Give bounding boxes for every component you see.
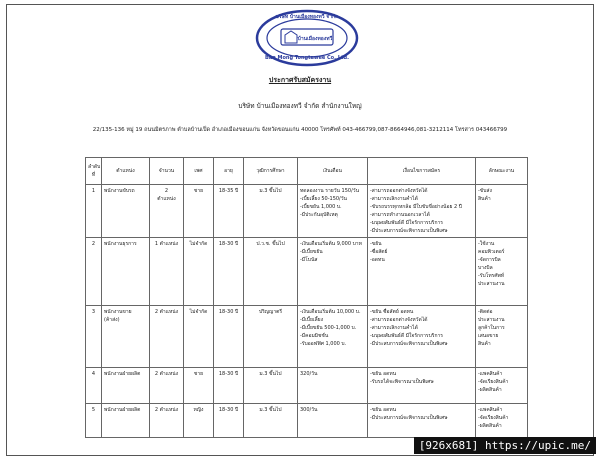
company-name: บริษัท บ้านเมืองทองทวี จำกัด สำนักงานใหญ่ [238, 102, 362, 110]
row-age: 18-30 ปี [214, 404, 244, 438]
header-no: ลำดับที่ [86, 158, 102, 185]
table-header-row [86, 158, 528, 185]
row-conditions-line: -สามารถออกต่างจังหวัดได้ [370, 317, 428, 323]
header-education: วุฒิการศึกษา [244, 158, 298, 185]
row-duties-line: เสนอขาย [478, 333, 499, 339]
row-count [150, 185, 184, 238]
row-count-line: ตำแหน่ง [157, 196, 176, 202]
svg-text:บริษัท บ้านเมืองทองทวี จำกัด: บริษัท บ้านเมืองทองทวี จำกัด [275, 14, 339, 20]
row-age: 18-30 ปี [214, 368, 244, 404]
row-age: 18-30 ปี [214, 238, 244, 306]
row-salary-line: -มีโบนัส [300, 257, 318, 263]
row-conditions-line: -ขยัน อดทน [370, 371, 397, 377]
row-duties-line: -จัดเรียงสินค้า [478, 379, 509, 385]
row-conditions-line: -มีประสบการณ์จะพิจารณาเป็นพิเศษ [370, 415, 448, 421]
row-salary-line: ทดลองงาน รายวัน 150/วัน [300, 188, 359, 194]
row-conditions-line: -สามารถออกต่างจังหวัดได้ [370, 188, 428, 194]
row-age: 18-35 ปี [214, 185, 244, 238]
row-count-line: 2 ตำแหน่ง [154, 309, 179, 315]
row-salary [298, 185, 368, 238]
row-education: ปริญญาตรี [244, 306, 298, 368]
image-watermark: [926x681] https://upic.me/ [414, 437, 596, 454]
row-duties-line: -ใช้งาน [478, 241, 495, 247]
row-salary-line: -มีเบี้ยขยัน 500-1,000 บ. [300, 325, 357, 331]
row-salary-line: -เบี้ยเลี้ยง 50-150/วัน [300, 196, 347, 202]
row-duties-line: ลูกค้าในการ [478, 325, 505, 331]
row-sex: ชาย [184, 368, 214, 404]
row-conditions-line: -ขยัน อดทน [370, 407, 397, 413]
row-duties [476, 404, 528, 438]
document-page [6, 4, 594, 456]
row-salary-line: 300/วัน [300, 407, 318, 413]
row-count [150, 238, 184, 306]
row-count-line: 1 ตำแหน่ง [154, 241, 179, 247]
header-salary: เงินเดือน [298, 158, 368, 185]
row-position [102, 404, 150, 438]
table-row [86, 306, 528, 368]
row-sex: ไม่จำกัด [184, 238, 214, 306]
row-salary-line: -มีคอมมิชชั่น [300, 333, 329, 339]
row-conditions [368, 238, 476, 306]
header-duties: ลักษณะงาน [476, 158, 528, 185]
row-conditions [368, 185, 476, 238]
table-row [86, 404, 528, 438]
row-sex: ชาย [184, 185, 214, 238]
row-duties-line: -แพคสินค้า [478, 407, 503, 413]
row-position [102, 306, 150, 368]
row-count-line: 2 ตำแหน่ง [154, 371, 179, 377]
row-duties [476, 185, 528, 238]
row-duties-line: สินค้า [478, 341, 491, 347]
row-conditions-line: -ขยัน ซื่อสัตย์ อดทน [370, 309, 414, 315]
row-count [150, 306, 184, 368]
row-salary-line: -เงินเดือนเริ่มต้น 9,000 บาท [300, 241, 362, 247]
row-duties-line: -รับโทรศัพท์ [478, 273, 505, 279]
row-education: ม.3 ขึ้นไป [244, 185, 298, 238]
row-duties-line: -ขับส่ง [478, 188, 492, 194]
row-education: ม.3 ขึ้นไป [244, 404, 298, 438]
row-no: 2 [86, 238, 102, 306]
row-salary [298, 368, 368, 404]
row-no: 4 [86, 368, 102, 404]
row-no: 5 [86, 404, 102, 438]
row-salary [298, 238, 368, 306]
row-conditions-line: -ซื่อสัตย์ [370, 249, 388, 255]
row-position [102, 368, 150, 404]
row-salary-line: -มีเบี้ยเลี้ยง [300, 317, 324, 323]
row-conditions-line: -สามารถเลิกงานค่ำได้ [370, 325, 418, 331]
row-salary-line: -มีเบี้ยขยัน [300, 249, 323, 255]
row-count [150, 368, 184, 404]
row-salary [298, 404, 368, 438]
row-duties-line: -จัดการบิล [478, 257, 501, 263]
row-no: 3 [86, 306, 102, 368]
header-age: อายุ [214, 158, 244, 185]
row-position-line: (ค้าส่ง) [104, 317, 120, 323]
row-salary [298, 306, 368, 368]
table-row [86, 238, 528, 306]
row-salary-line: -เบี้ยขยัน 1,000 บ. [300, 204, 342, 210]
row-count [150, 404, 184, 438]
svg-text:บ้านเมืองทองทวี: บ้านเมืองทองทวี [297, 36, 333, 42]
row-duties-line: ประสานงาน [478, 317, 505, 323]
row-conditions-line: -ขยัน [370, 241, 382, 247]
row-duties [476, 238, 528, 306]
row-duties [476, 368, 528, 404]
row-age: 18-30 ปี [214, 306, 244, 368]
row-education: ป.ว.ช. ขึ้นไป [244, 238, 298, 306]
row-duties-line: สินค้า [478, 196, 491, 202]
header-count: จำนวน [150, 158, 184, 185]
row-position-line: พนักงานขาย [104, 309, 132, 315]
row-salary-line: -เงินเดือนเริ่มต้น 10,000 บ. [300, 309, 361, 315]
row-salary-line: -มีประกันอุบัติเหตุ [300, 212, 338, 218]
row-sex: ไม่จำกัด [184, 306, 214, 368]
row-duties-line: -แพคสินค้า [478, 371, 503, 377]
row-duties-line: -ผลิตสินค้า [478, 423, 502, 429]
header-sex: เพศ [184, 158, 214, 185]
row-duties-line: คอมพิวเตอร์ [478, 249, 505, 255]
row-salary-line: 320/วัน [300, 371, 318, 377]
job-table [85, 157, 528, 438]
row-duties [476, 306, 528, 368]
row-duties-line: -ติดต่อ [478, 309, 493, 315]
row-conditions [368, 368, 476, 404]
row-no: 1 [86, 185, 102, 238]
table-row [86, 185, 528, 238]
row-position [102, 238, 150, 306]
svg-text:Ban Mong Tongtawee Co.,Ltd.: Ban Mong Tongtawee Co.,Ltd. [265, 55, 349, 61]
company-address: 22/135-136 หมู่ 19 ถนนมิตรภาพ ตำบลบ้านเป็ด อำเภอเมืองขอนแก่น จังหวัดขอนแก่น 40000 โทรศัพท์ 043-466799,087-8664946,081-3212114 โทรสาร 043466799 [92, 127, 508, 133]
header-conditions: เงื่อนไขการสมัคร [368, 158, 476, 185]
row-conditions-line: -อดทน [370, 257, 385, 263]
row-conditions-line: -มีประสบการณ์จะพิจารณาเป็นพิเศษ [370, 228, 448, 234]
row-conditions [368, 306, 476, 368]
row-conditions-line: -ขับรถบรรทุกหกล้อ มีใบขับขี่อย่างน้อย 2 ปี [370, 204, 462, 210]
row-conditions-line: -สามารถเลิกงานค่ำได้ [370, 196, 418, 202]
row-count-line: 2 [164, 188, 169, 194]
row-count-line: 2 ตำแหน่ง [154, 407, 179, 413]
row-conditions-line: -มนุษยสัมพันธ์ดี มีใจรักการบริการ [370, 333, 443, 339]
row-salary-line: -รับออฟฟิศ 1,000 บ. [300, 341, 347, 347]
row-conditions-line: -มีประสบการณ์จะพิจารณาเป็นพิเศษ [370, 341, 448, 347]
row-position [102, 185, 150, 238]
row-position-line: พนักงานฝ่ายผลิต [104, 371, 141, 377]
row-conditions [368, 404, 476, 438]
header-position: ตำแหน่ง [102, 158, 150, 185]
row-duties-line: บางบิล [478, 265, 493, 271]
row-conditions-line: -รับรถได้จะพิจารณาเป็นพิเศษ [370, 379, 434, 385]
row-position-line: พนักงานขับรถ [104, 188, 135, 194]
row-education: ม.3 ขึ้นไป [244, 368, 298, 404]
company-logo [255, 9, 359, 67]
announcement-title: ประกาศรับสมัครงาน [268, 76, 332, 84]
row-duties-line: ประสานงาน [478, 281, 505, 287]
table-row [86, 368, 528, 404]
row-sex: หญิง [184, 404, 214, 438]
row-duties-line: -ผลิตสินค้า [478, 387, 502, 393]
row-position-line: พนักงานธุรการ [104, 241, 137, 247]
row-duties-line: -จัดเรียงสินค้า [478, 415, 509, 421]
row-position-line: พนักงานฝ่ายผลิต [104, 407, 141, 413]
row-conditions-line: -สามารถทำงานนอกเวลาได้ [370, 212, 430, 218]
row-conditions-line: -มนุษยสัมพันธ์ดี มีใจรักการบริการ [370, 220, 443, 226]
